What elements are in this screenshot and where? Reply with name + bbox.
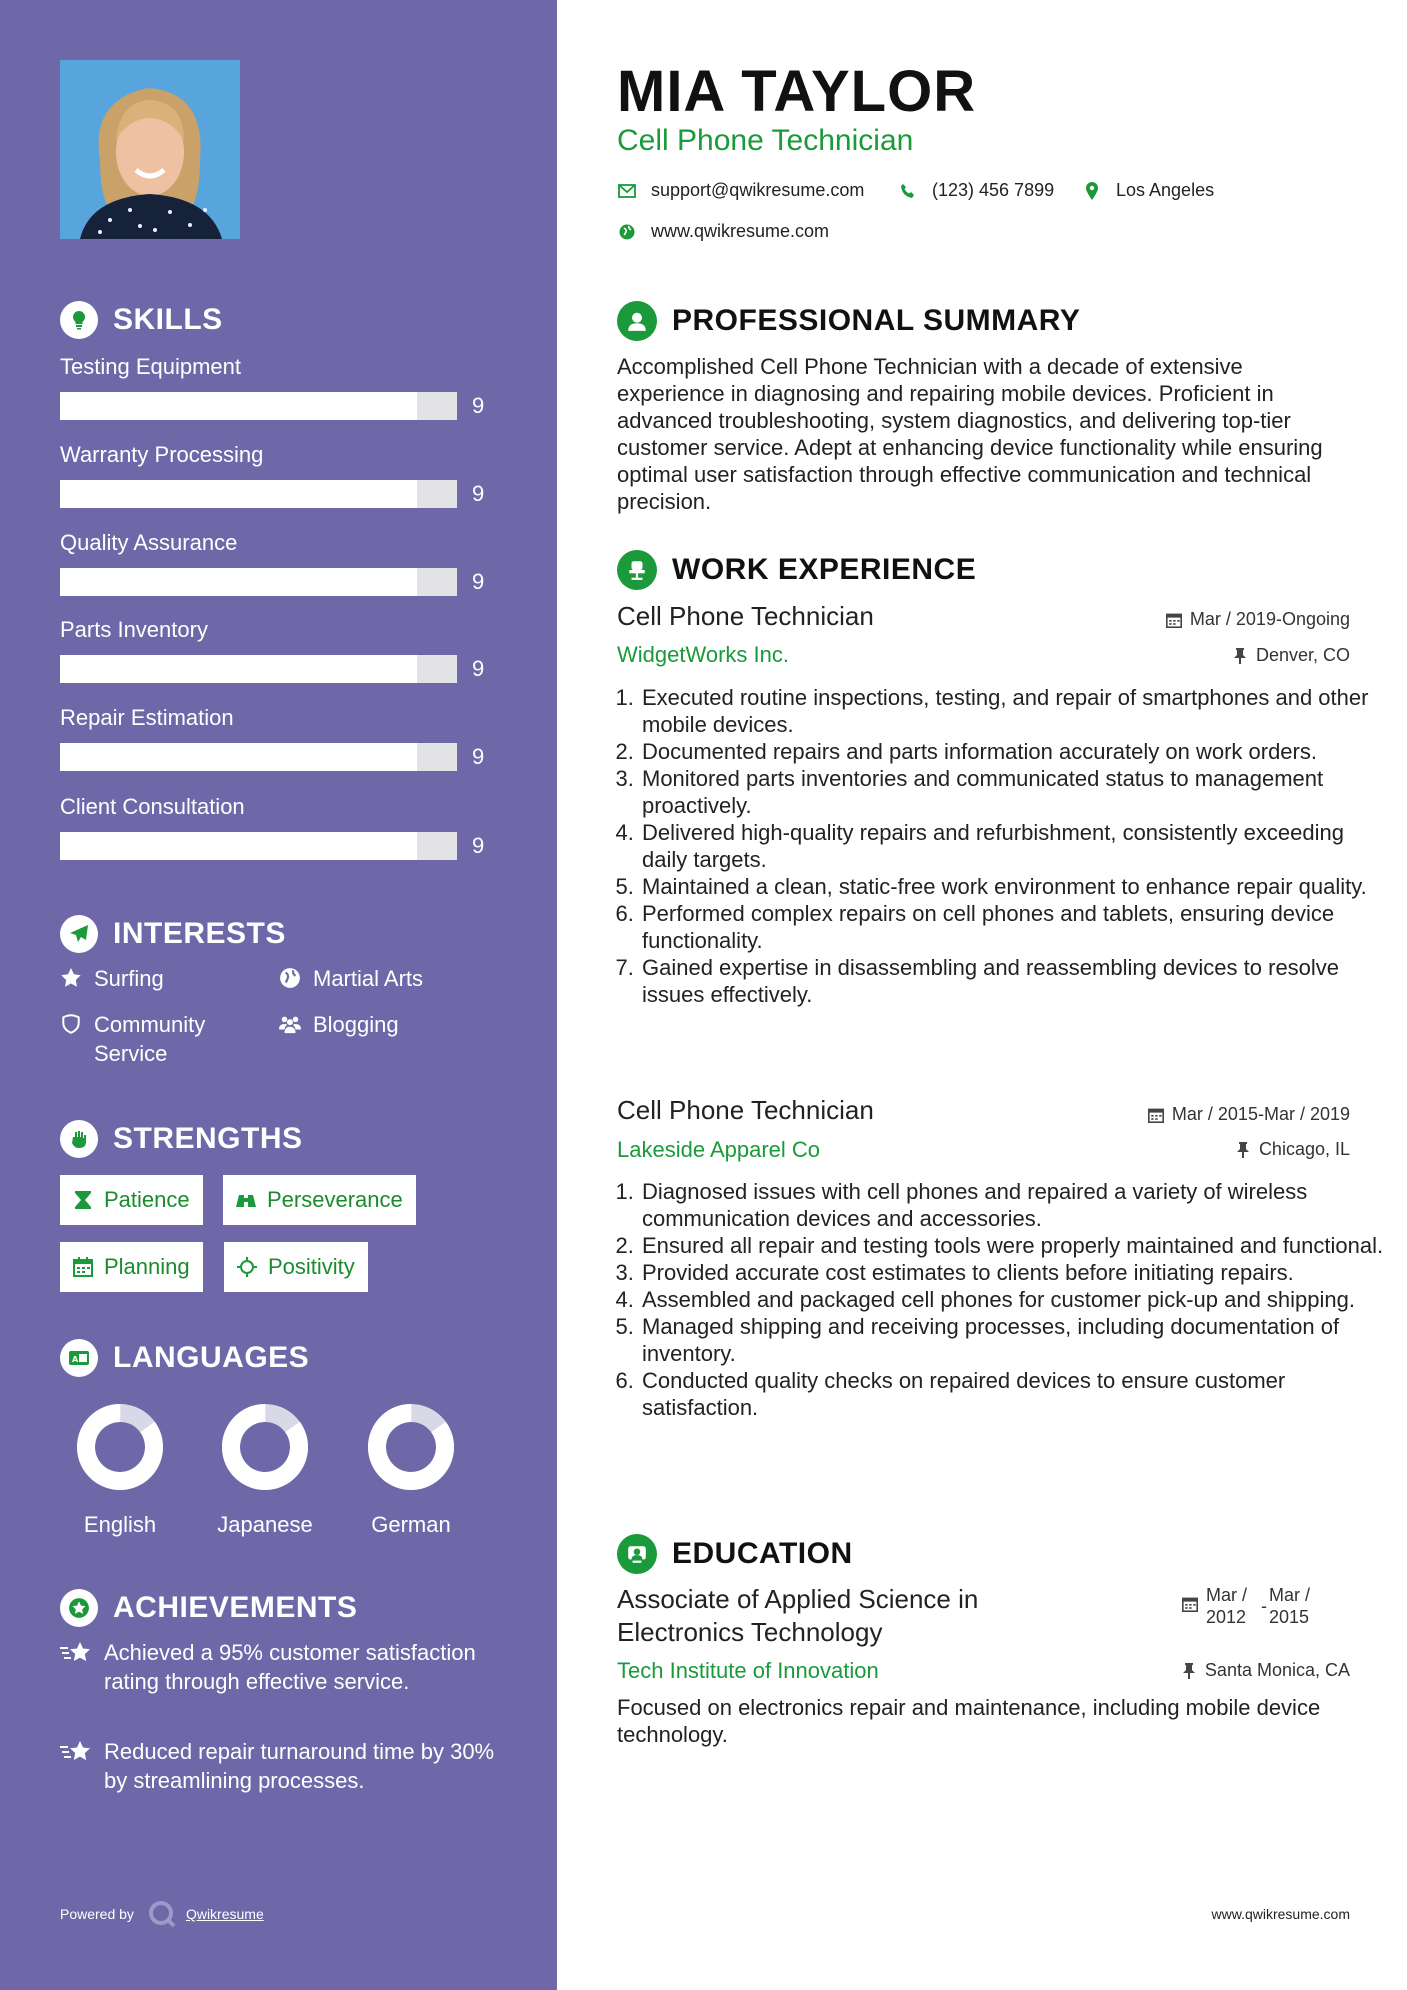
calendar-icon xyxy=(1182,1596,1198,1612)
job-location xyxy=(1232,645,1350,666)
lightbulb-icon xyxy=(60,301,98,339)
skill-value: 9 xyxy=(472,481,485,506)
language-ring xyxy=(364,1400,458,1494)
language-icon xyxy=(60,1339,98,1377)
education-end-month: Mar / xyxy=(1269,1585,1311,1605)
shield-icon xyxy=(60,1013,82,1035)
language-item xyxy=(55,1400,185,1538)
job-bullet: 2. Ensured all repair and testing tools were properly maintained and functional. xyxy=(640,1232,1385,1259)
powered-by-text: Powered by xyxy=(60,1906,134,1922)
achievement-item xyxy=(60,1638,500,1696)
email-text[interactable]: support@qwikresume.com xyxy=(651,180,865,200)
skill-bar xyxy=(60,568,457,596)
job-bullets xyxy=(617,1178,1385,1421)
job-title: Cell Phone Technician xyxy=(617,1095,874,1125)
pushpin-icon xyxy=(1232,648,1248,664)
interest-item xyxy=(279,964,423,993)
skills-heading-text: SKILLS xyxy=(113,303,223,336)
job-date xyxy=(1166,609,1350,630)
globe-icon xyxy=(617,222,637,242)
job-bullet: 1. Executed routine inspections, testing, and repair of smartphones and other mobile devices. xyxy=(640,684,1385,738)
strength-tag xyxy=(60,1175,203,1225)
sun-icon xyxy=(236,1256,258,1278)
strength-label: Positivity xyxy=(268,1254,355,1279)
language-ring-fill xyxy=(73,1400,167,1494)
pushpin-icon xyxy=(1181,1663,1197,1679)
interest-label: Community Service xyxy=(94,1012,206,1066)
interest-label: Martial Arts xyxy=(313,966,424,991)
language-ring xyxy=(218,1400,312,1494)
education-degree: Associate of Applied Science in Electronics Technology xyxy=(617,1584,979,1647)
education-location-text: Santa Monica, CA xyxy=(1204,1660,1350,1680)
language-item xyxy=(200,1400,330,1538)
skill-value: 9 xyxy=(472,744,485,769)
award-icon xyxy=(60,1589,98,1627)
user-icon xyxy=(617,301,657,341)
skill-value: 9 xyxy=(472,656,485,681)
contact-phone xyxy=(898,180,1054,201)
shooting-star-icon xyxy=(60,1739,92,1795)
skill-label: Client Consultation xyxy=(60,794,245,819)
profile-photo xyxy=(60,60,240,239)
skill-value: 9 xyxy=(472,569,485,594)
hand-icon xyxy=(60,1120,98,1158)
experience-heading-text: WORK EXPERIENCE xyxy=(672,553,977,586)
job-bullet: 5. Maintained a clean, static-free work environment to enhance repair quality. xyxy=(640,873,1385,900)
interests-heading-text: INTERESTS xyxy=(113,917,286,950)
phone-text[interactable]: (123) 456 7899 xyxy=(932,180,1055,200)
language-ring xyxy=(73,1400,167,1494)
education-date xyxy=(1182,1584,1310,1628)
language-label: German xyxy=(371,1512,451,1537)
education-location xyxy=(1181,1660,1350,1681)
envelope-icon xyxy=(617,181,637,201)
skill-fill xyxy=(60,743,417,771)
job-bullet: 6. Conducted quality checks on repaired devices to ensure customer satisfaction. xyxy=(640,1367,1385,1421)
job-bullets xyxy=(617,684,1385,1008)
languages-heading xyxy=(60,1338,309,1378)
job-bullet: 4. Assembled and packaged cell phones for customer pick-up and shipping. xyxy=(640,1286,1385,1313)
strengths-heading-text: STRENGTHS xyxy=(113,1122,303,1155)
skill-label: Quality Assurance xyxy=(60,530,238,555)
job-title: Cell Phone Technician xyxy=(617,601,874,631)
language-ring-fill xyxy=(218,1400,312,1494)
strength-label: Perseverance xyxy=(267,1187,403,1212)
binoculars-icon xyxy=(235,1189,257,1211)
interests-heading xyxy=(60,914,286,954)
job-bullet: 1. Diagnosed issues with cell phones and repaired a variety of wireless communication devices and accessories. xyxy=(640,1178,1385,1232)
education-heading-text: EDUCATION xyxy=(672,1537,853,1570)
strength-tag xyxy=(60,1242,203,1292)
interest-item xyxy=(60,964,164,993)
strength-label: Planning xyxy=(104,1254,190,1279)
skill-bar xyxy=(60,743,457,771)
job-bullet: 5. Managed shipping and receiving processes, including documentation of inventory. xyxy=(640,1313,1385,1367)
skill-bar xyxy=(60,392,457,420)
skill-fill xyxy=(60,480,417,508)
job-bullet: 3. Provided accurate cost estimates to clients before initiating repairs. xyxy=(640,1259,1385,1286)
skill-label: Parts Inventory xyxy=(60,617,208,642)
job-company: WidgetWorks Inc. xyxy=(617,642,789,667)
strength-tag xyxy=(223,1175,416,1225)
education-description: Focused on electronics repair and maintenance, including mobile device technology. xyxy=(617,1695,1321,1747)
qwikresume-link[interactable]: Qwikresume xyxy=(185,1906,264,1922)
skill-value: 9 xyxy=(472,393,485,418)
job-bullet: 4. Delivered high-quality repairs and refurbishment, consistently exceeding daily targets. xyxy=(640,819,1385,873)
graduate-icon xyxy=(617,1534,657,1574)
education-school: Tech Institute of Innovation xyxy=(617,1658,879,1683)
job-date-text: Mar / 2015-Mar / 2019 xyxy=(1171,1104,1350,1124)
education-start-month: Mar / xyxy=(1206,1585,1248,1605)
strength-label: Patience xyxy=(104,1187,190,1212)
paper-plane-icon xyxy=(60,915,98,953)
svg-text:A: A xyxy=(72,1355,79,1364)
job-location-text: Denver, CO xyxy=(1255,645,1350,665)
star-icon xyxy=(60,967,82,989)
skill-fill xyxy=(60,832,417,860)
job-location xyxy=(1235,1139,1350,1160)
contact-location xyxy=(1082,180,1214,201)
skill-label: Warranty Processing xyxy=(60,442,264,467)
achievements-heading xyxy=(60,1588,357,1628)
job-bullet: 6. Performed complex repairs on cell phones and tablets, ensuring device functionality. xyxy=(640,900,1385,954)
skill-bar xyxy=(60,655,457,683)
location-text: Los Angeles xyxy=(1116,180,1215,200)
achievement-text: Achieved a 95% customer satisfaction rating through effective service. xyxy=(104,1640,476,1694)
hourglass-icon xyxy=(72,1189,94,1211)
skill-bar xyxy=(60,832,457,860)
job-bullet: 7. Gained expertise in disassembling and reassembling devices to resolve issues effectively. xyxy=(640,954,1385,1008)
summary-heading-text: PROFESSIONAL SUMMARY xyxy=(672,304,1081,337)
globe-icon xyxy=(279,967,301,989)
language-item xyxy=(346,1400,476,1538)
job-bullet: 3. Monitored parts inventories and communicated status to management proactively. xyxy=(640,765,1385,819)
chair-icon xyxy=(617,550,657,590)
skill-value: 9 xyxy=(472,833,485,858)
education-start xyxy=(1206,1584,1247,1628)
education-sep: - xyxy=(1261,1596,1268,1616)
pushpin-icon xyxy=(1235,1142,1251,1158)
language-ring-fill xyxy=(364,1400,458,1494)
users-icon xyxy=(279,1013,301,1035)
summary-heading xyxy=(617,300,1080,342)
interest-item xyxy=(60,1010,240,1068)
footer-url[interactable]: www.qwikresume.com xyxy=(1211,1906,1350,1922)
calendar-icon xyxy=(72,1256,94,1278)
education-end xyxy=(1269,1584,1310,1628)
achievements-heading-text: ACHIEVEMENTS xyxy=(113,1591,358,1624)
skill-label: Testing Equipment xyxy=(60,354,241,379)
summary-text: Accomplished Cell Phone Technician with a decade of extensive experience in diagnosing and repairing mobile devices. Proficient in advanced troubleshooting, system diagnostics, and delivering top-tier customer service. Adept at enhancing device functionality while ensuring optimal user satisfaction through effective communication and technical precision. xyxy=(617,354,1323,514)
skills-heading xyxy=(60,300,223,340)
job-date-text: Mar / 2019-Ongoing xyxy=(1189,609,1350,629)
strengths-heading xyxy=(60,1119,303,1159)
candidate-name: MIA TAYLOR xyxy=(617,59,977,124)
interest-item xyxy=(279,1010,399,1039)
contact-email xyxy=(617,180,864,201)
map-pin-icon xyxy=(1082,181,1102,201)
skill-fill xyxy=(60,568,417,596)
education-heading xyxy=(617,1533,853,1575)
languages-heading-text: LANGUAGES xyxy=(113,1341,310,1374)
skill-label: Repair Estimation xyxy=(60,705,234,730)
job-company: Lakeside Apparel Co xyxy=(617,1137,821,1162)
strength-tag xyxy=(224,1242,368,1292)
job-date xyxy=(1148,1104,1350,1125)
achievement-text: Reduced repair turnaround time by 30% by streamlining processes. xyxy=(104,1739,495,1793)
website-text[interactable]: www.qwikresume.com xyxy=(651,221,830,241)
skill-bar xyxy=(60,480,457,508)
job-bullet: 2. Documented repairs and parts information accurately on work orders. xyxy=(640,738,1385,765)
shooting-star-icon xyxy=(60,1640,92,1696)
language-label: English xyxy=(83,1512,157,1537)
qwikresume-logo-icon xyxy=(148,1900,176,1928)
skill-fill xyxy=(60,392,417,420)
job-location-text: Chicago, IL xyxy=(1258,1139,1350,1159)
language-label: Japanese xyxy=(217,1512,313,1537)
candidate-title: Cell Phone Technician xyxy=(617,124,914,157)
contact-website xyxy=(617,221,829,242)
interest-label: Blogging xyxy=(313,1012,399,1037)
calendar-icon xyxy=(1148,1107,1164,1123)
skill-fill xyxy=(60,655,417,683)
calendar-icon xyxy=(1166,612,1182,628)
main-content xyxy=(557,0,1407,1990)
experience-heading xyxy=(617,549,976,591)
interest-label: Surfing xyxy=(94,966,164,991)
phone-icon xyxy=(898,181,918,201)
achievement-item xyxy=(60,1737,500,1795)
education-end-year: 2015 xyxy=(1269,1607,1310,1627)
education-start-year: 2012 xyxy=(1206,1607,1247,1627)
powered-by xyxy=(60,1900,264,1928)
sidebar xyxy=(0,0,557,1990)
